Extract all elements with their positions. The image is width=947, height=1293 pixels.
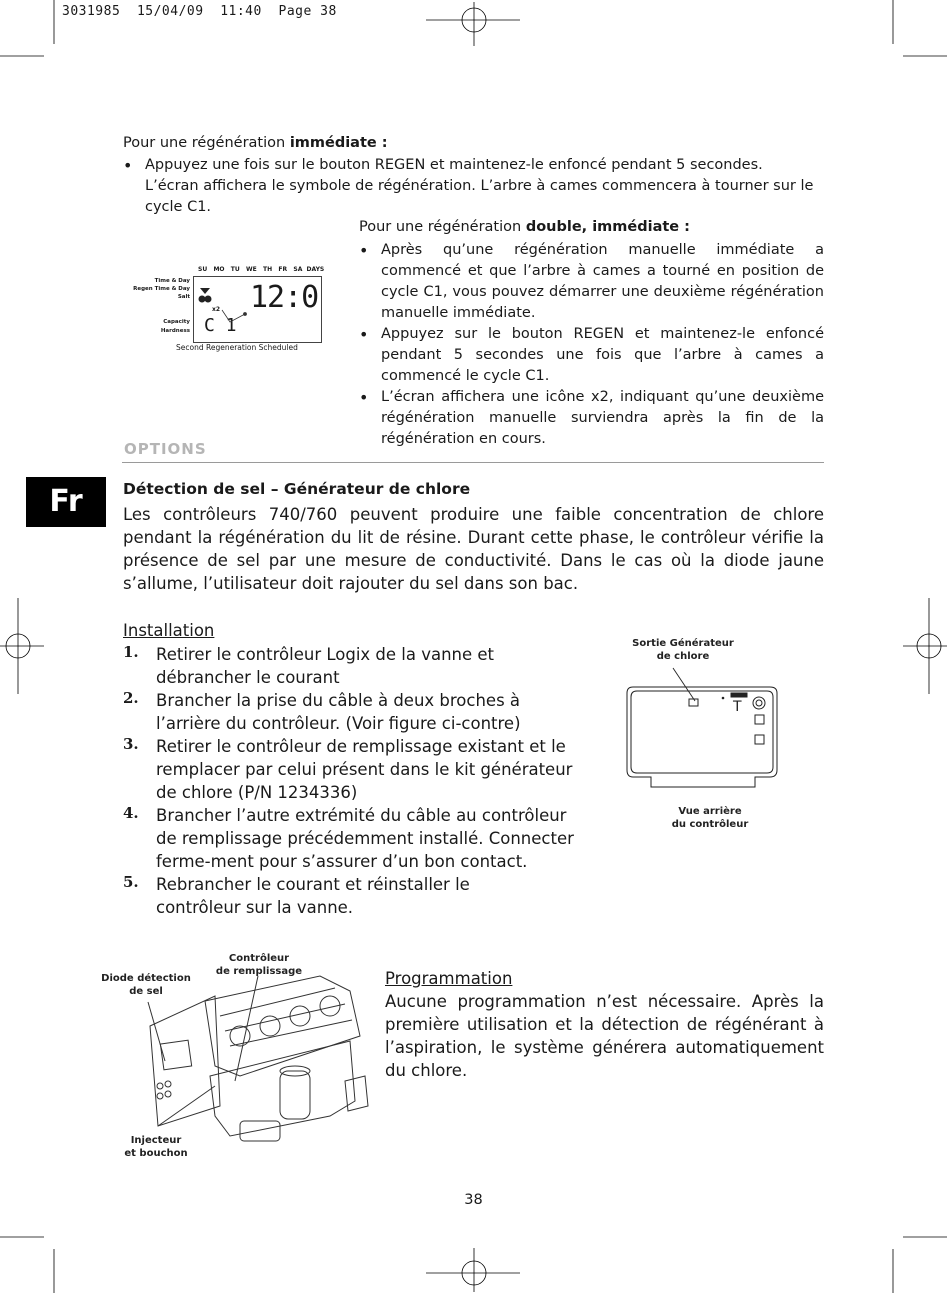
immediate-regen-intro: Pour une régénération immédiate : (123, 135, 388, 151)
section-title: Détection de sel – Générateur de chlore (123, 480, 471, 498)
lcd-labels-bottom: Capacity Hardness (160, 319, 190, 334)
lcd-cycle: C 1 (204, 315, 237, 336)
list-item: • Après qu’une régénération manuelle immédiate a commencé et que l’arbre à cames a tourné en position de cycle C1, vous pouvez démarrer une deuxième régénération manuelle immédiate. (359, 240, 824, 324)
lcd-labels-top: Time & Day Regen Time & Day Salt (133, 278, 190, 300)
lcd-display-figure (130, 262, 330, 357)
list-item: 4. Brancher l’autre extrémité du câble au contrôleur de remplissage précédemment installé. Connecter ferme-ment pour s’assurer d’un bon contact. (123, 804, 574, 871)
list-item: 1. Retirer le contrôleur Logix de la vanne et débrancher le courant (123, 643, 495, 687)
double-regen-bullets (359, 240, 824, 450)
immediate-regen-bullets (123, 155, 843, 218)
rear-view-top-label: Sortie Générateur de chlore (632, 638, 734, 662)
lcd-time: 12:0 (250, 280, 319, 315)
lcd-caption: Second Regeneration Scheduled (176, 343, 298, 352)
list-item: 2. Brancher la prise du câble à deux broches à l’arrière du contrôleur. (Voir figure ci-contre) (123, 689, 521, 733)
valve-controller-drawing (120, 966, 380, 1146)
valve-diode-label: Diode détection de sel (101, 973, 191, 997)
rear-view-bottom-label: Vue arrière du contrôleur (671, 806, 749, 830)
lcd-days: SU MO TU WE TH FR SA DAYS (198, 266, 325, 273)
programmation-heading: Programmation (385, 969, 513, 988)
installation-heading: Installation (123, 621, 215, 640)
options-title: OPTIONS (124, 440, 207, 458)
list-item: 5. Rebrancher le courant et réinstaller le contrôleur sur la vanne. (123, 873, 470, 917)
valve-fill-controller-label: Contrôleur de remplissage (215, 953, 303, 977)
valve-injector-label: Injecteur et bouchon (124, 1135, 188, 1159)
installation-steps (123, 643, 589, 919)
lcd-x2: x2 (212, 306, 221, 313)
language-tab: Fr (26, 477, 106, 527)
options-divider (122, 462, 824, 463)
rear-view-controller-diagram (615, 665, 790, 785)
list-item: • L’écran affichera une icône x2, indiquant qu’une deuxième régénération manuelle surviendra après la fin de la régénération en cours. (359, 387, 824, 450)
list-item: 3. Retirer le contrôleur de remplissage existant et le remplacer par celui présent dans le kit générateur de chlore (P/N 1234336) (123, 735, 573, 802)
page-number: 38 (464, 1192, 483, 1208)
print-header: 3031985 15/04/09 11:40 Page 38 (62, 4, 337, 19)
programmation-text: Aucune programmation n’est nécessaire. Après la première utilisation et la détection de régénérant à l’aspiration, le système générera automatiquement du chlore. (385, 992, 824, 1080)
svg-text:T: T (733, 699, 742, 715)
list-item: • Appuyez une fois sur le bouton REGEN et maintenez-le enfoncé pendant 5 secondes. L’écran affichera le symbole de régénération. L’arbre à cames commencera à tourner sur le cycle C1. (123, 155, 843, 218)
section-text: Les contrôleurs 740/760 peuvent produire une faible concentration de chlore pendant la régénération du lit de résine. Durant cette phase, le contrôleur vérifie la présence de sel par une mesure de conductivité. Dans le cas où la diode jaune s’allume, l’utilisateur doit rajouter du sel dans son bac. (123, 505, 824, 593)
double-regen-intro: Pour une régénération double, immédiate : (359, 219, 690, 235)
list-item: • Appuyez sur le bouton REGEN et maintenez-le enfoncé pendant 5 secondes une fois que l’arbre à cames a commencé le cycle C1. (359, 324, 824, 387)
